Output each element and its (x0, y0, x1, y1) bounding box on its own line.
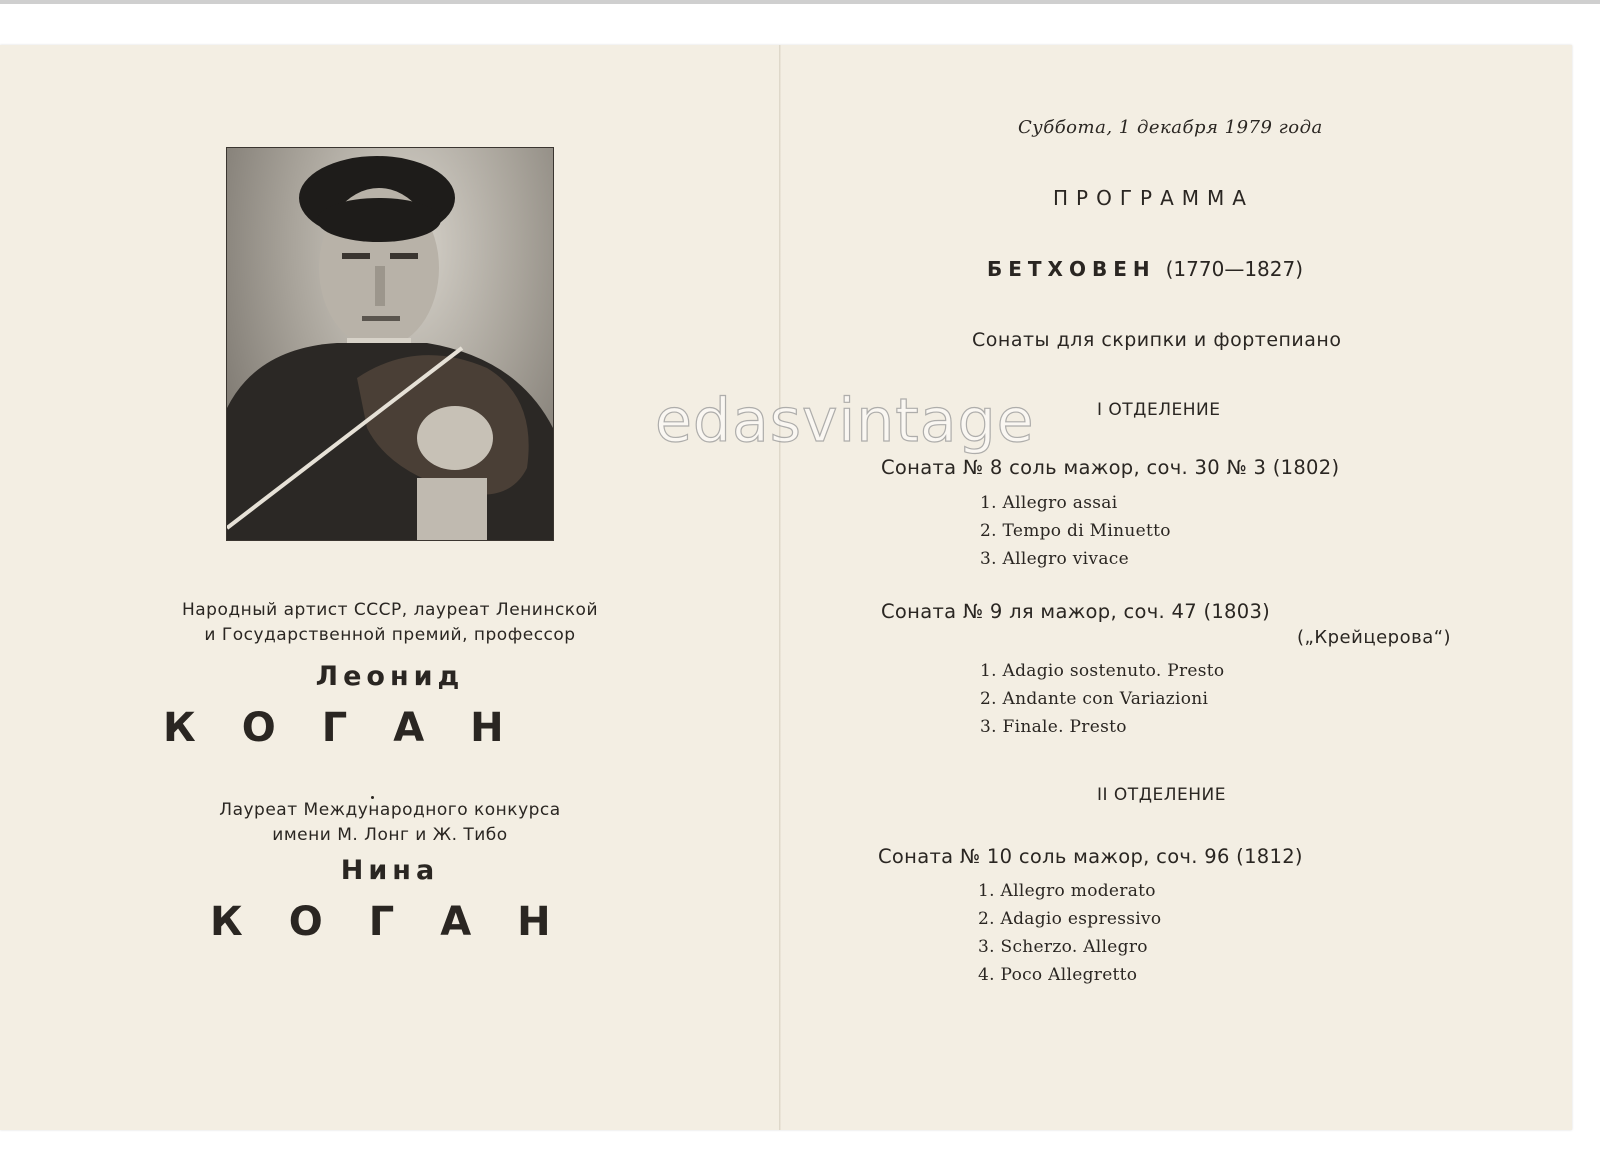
sonata-9-movement-1: 1. Adagio sostenuto. Presto (980, 661, 1225, 681)
concert-date: Суббота, 1 декабря 1979 года (1018, 117, 1323, 138)
sonata-8-movement-3: 3. Allegro vivace (980, 549, 1129, 569)
composer-name: БЕТХОВЕН (987, 257, 1156, 281)
watermark: edasvintage (655, 386, 1035, 456)
sonata-9-title: Соната № 9 ля мажор, соч. 47 (1803) (881, 600, 1271, 623)
sonata-10-title: Соната № 10 соль мажор, соч. 96 (1812) (878, 845, 1303, 868)
nina-first-name: Нина (340, 855, 440, 886)
nina-title-line-1: Лауреат Международного конкурса (219, 800, 561, 820)
sonata-10-movement-1: 1. Allegro moderato (978, 881, 1156, 901)
leonid-title-line-2: и Государственной премий, профессор (204, 625, 576, 645)
sonata-10-movement-2: 2. Adagio espressivo (978, 909, 1162, 929)
sonata-10-movement-4: 4. Poco Allegretto (978, 965, 1138, 985)
section-2-heading: II ОТДЕЛЕНИЕ (1097, 785, 1226, 805)
composer-years: (1770—1827) (1165, 257, 1304, 281)
leonid-title (100, 598, 680, 648)
sonata-8-movement-2: 2. Tempo di Minuetto (980, 521, 1171, 541)
nina-title-line-2: имени М. Лонг и Ж. Тибо (272, 825, 508, 845)
sonata-10-movement-3: 3. Scherzo. Allegro (978, 937, 1148, 957)
nina-surname: КОГАН (210, 899, 597, 945)
section-1-heading: I ОТДЕЛЕНИЕ (1097, 400, 1221, 420)
leonid-title-line-1: Народный артист СССР, лауреат Ленинской (181, 600, 599, 620)
composer-heading (987, 257, 1303, 281)
center-fold (779, 45, 781, 1130)
sonata-9-movement-2: 2. Andante con Variazioni (980, 689, 1209, 709)
sonata-9-movement-3: 3. Finale. Presto (980, 717, 1127, 737)
program-title: ПРОГРАММА (1053, 186, 1254, 210)
leonid-first-name: Леонид (315, 661, 465, 692)
sonata-8-movement-1: 1. Allegro assai (980, 493, 1118, 513)
sonata-8-title: Соната № 8 соль мажор, соч. 30 № 3 (1802) (881, 456, 1340, 479)
top-edge (0, 0, 1600, 4)
program-subtitle: Сонаты для скрипки и фортепиано (972, 329, 1342, 351)
leonid-surname: КОГАН (163, 705, 550, 751)
nina-title (100, 798, 680, 848)
violinist-portrait (226, 147, 554, 541)
concert-program-sheet (0, 45, 1572, 1130)
sonata-9-nickname: („Крейцерова“) (1297, 627, 1452, 648)
